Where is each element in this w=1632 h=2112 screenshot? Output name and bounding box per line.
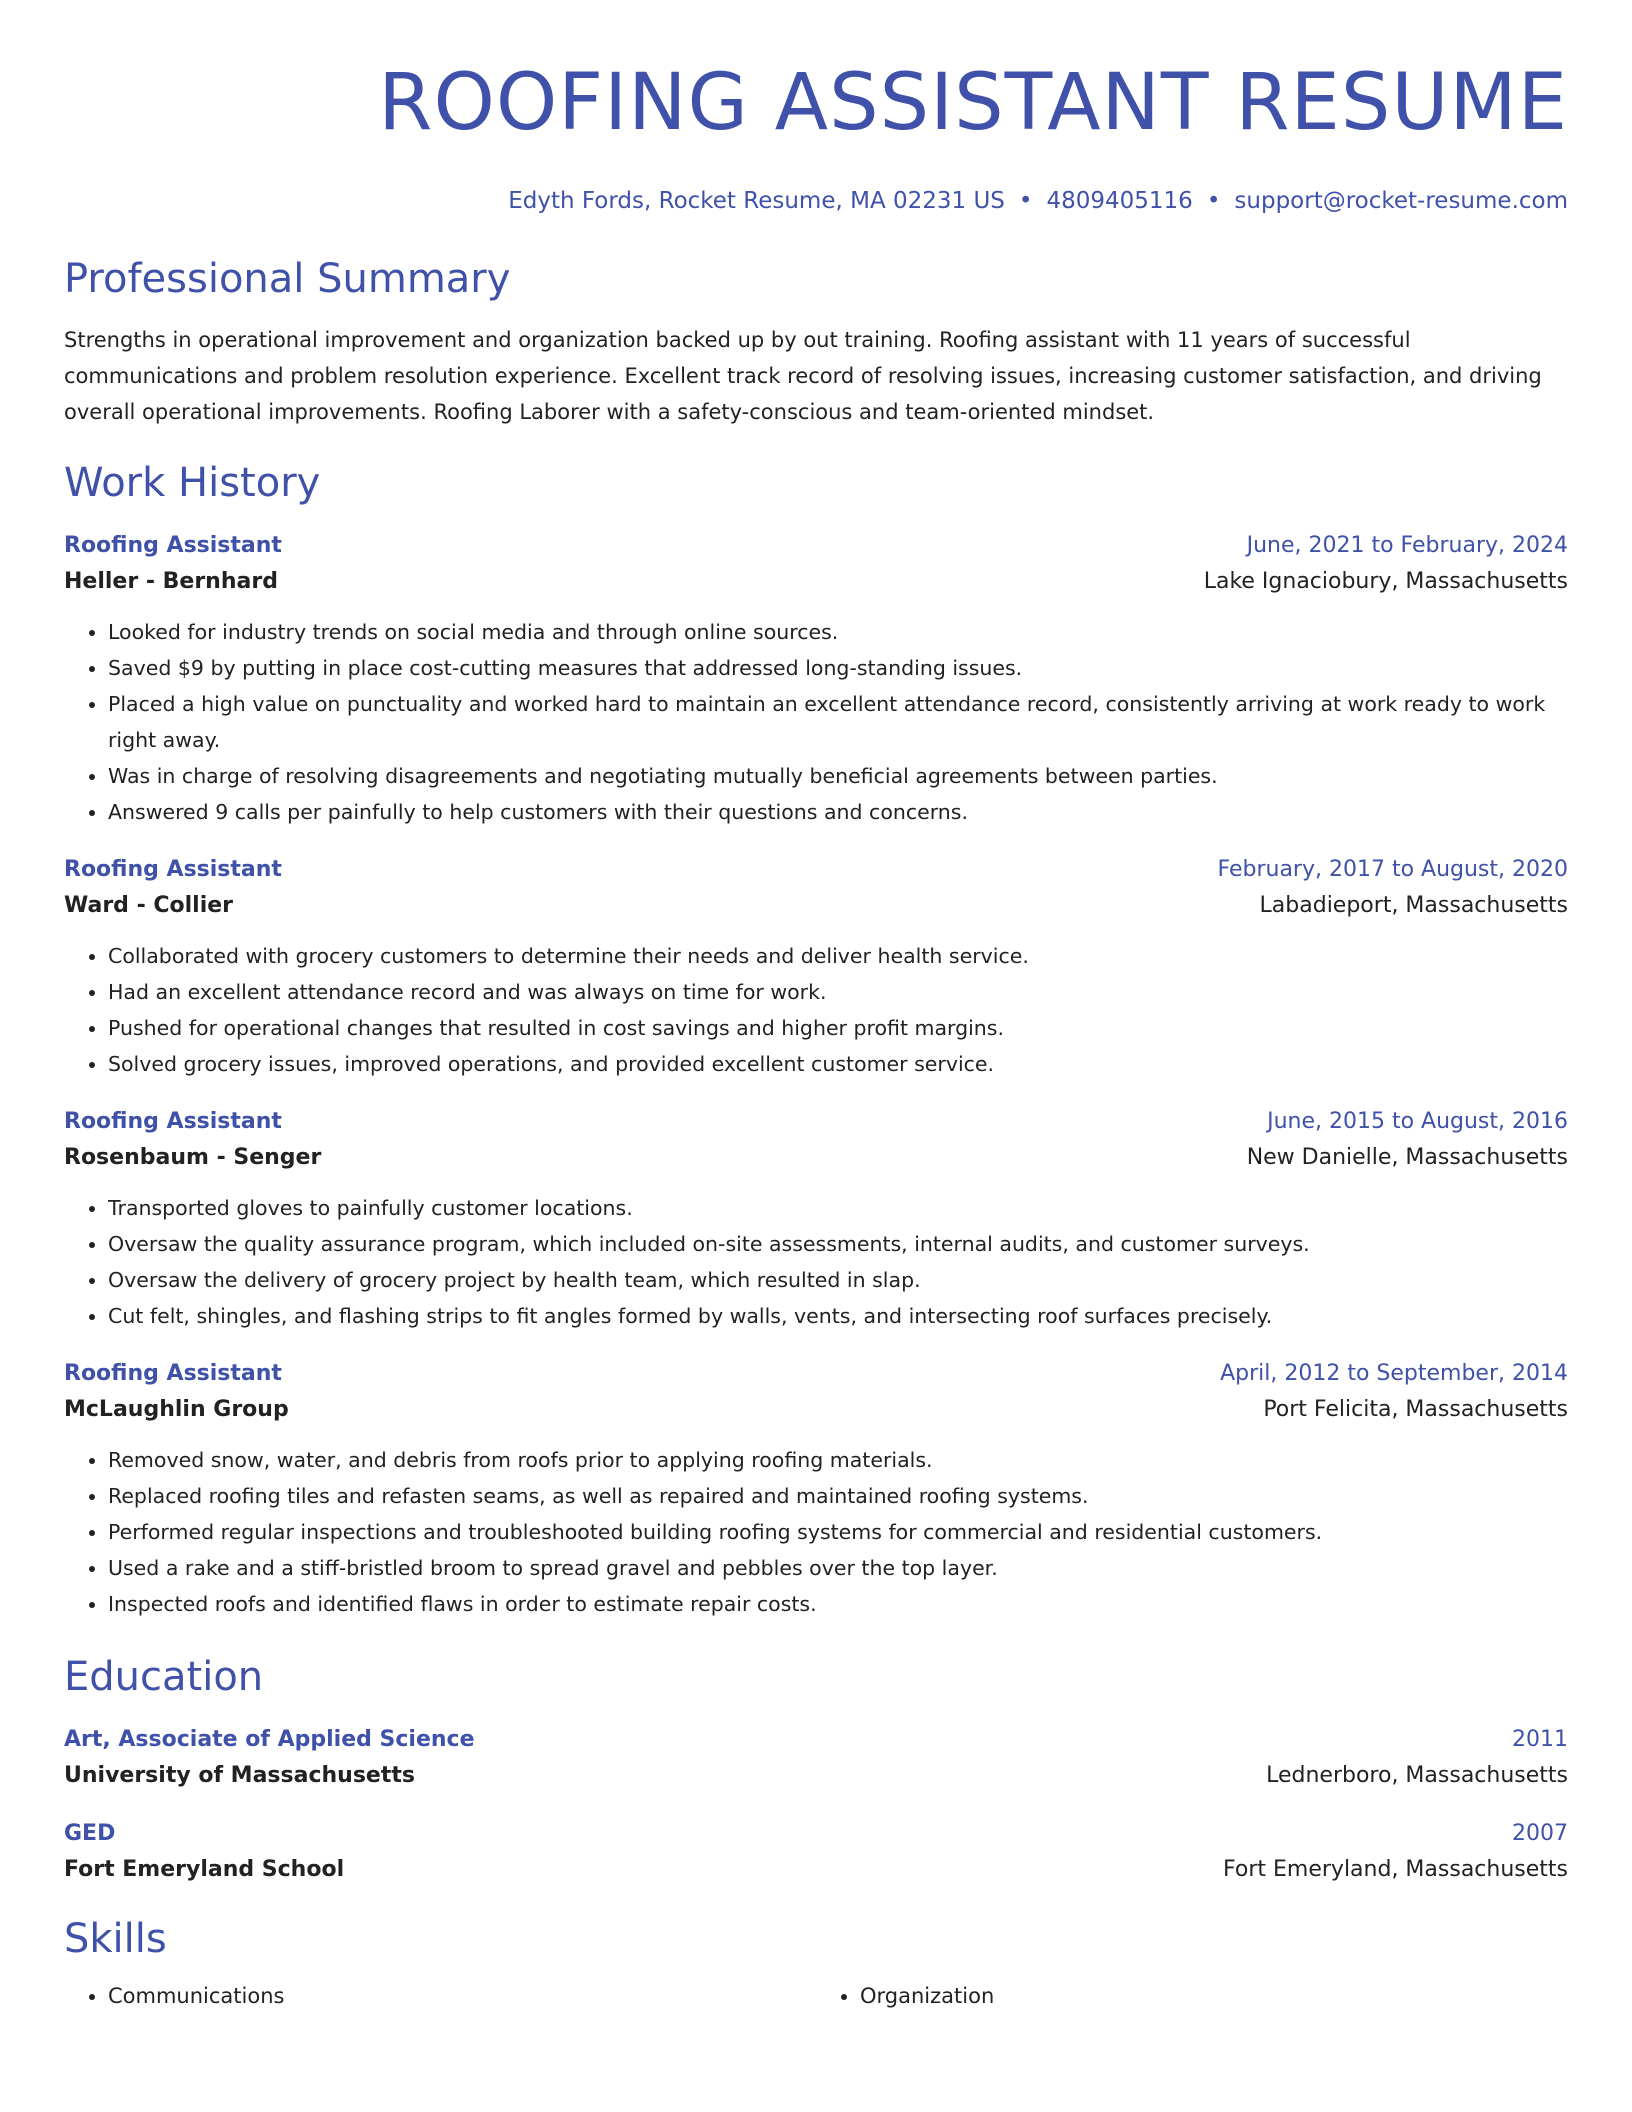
job-bullet: • Performed regular inspections and troubleshooted building roofing systems for commercial and residential customers. xyxy=(108,1514,1568,1550)
school-name: University of Massachusetts xyxy=(64,1763,415,1788)
job-location: Lake Ignaciobury, Massachusetts xyxy=(1203,569,1568,594)
job-bullet: • Saved $9 by putting in place cost-cutting measures that addressed long-standing issues. xyxy=(108,650,1568,686)
job-title: Roofing Assistant xyxy=(64,1361,282,1386)
job-bullet: • Answered 9 calls per painfully to help customers with their questions and concerns. xyxy=(108,794,1568,830)
job-location: Labadieport, Massachusetts xyxy=(1259,893,1568,918)
job-bullet: • Transported gloves to painfully customer locations. xyxy=(108,1190,1568,1226)
education-list xyxy=(64,1722,1568,1888)
skill-item: • Organization xyxy=(860,1978,1568,2014)
skills-column-right xyxy=(816,1978,1568,2014)
job-bullet: • Collaborated with grocery customers to determine their needs and deliver health service. xyxy=(108,938,1568,974)
job-bullet: • Oversaw the delivery of grocery project by health team, which resulted in slap. xyxy=(108,1262,1568,1298)
job-bullets xyxy=(64,1442,1568,1622)
degree-title: Art, Associate of Applied Science xyxy=(64,1727,475,1752)
job-dates: April, 2012 to September, 2014 xyxy=(1220,1361,1568,1386)
job-bullet: • Was in charge of resolving disagreements and negotiating mutually beneficial agreements between parties. xyxy=(108,758,1568,794)
job-bullet: • Oversaw the quality assurance program, which included on-site assessments, internal audits, and customer surveys. xyxy=(108,1226,1568,1262)
degree-title: GED xyxy=(64,1821,116,1846)
job-bullet: • Used a rake and a stiff-bristled broom to spread gravel and pebbles over the top layer. xyxy=(108,1550,1568,1586)
skills-list xyxy=(64,1978,1568,2014)
contact-separator: • xyxy=(1206,188,1221,214)
skill-item: • Communications xyxy=(108,1978,816,2014)
job-location: New Danielle, Massachusetts xyxy=(1246,1145,1568,1170)
job-company: Rosenbaum - Senger xyxy=(64,1145,322,1170)
school-location: Fort Emeryland, Massachusetts xyxy=(1223,1857,1568,1882)
resume-title: ROOFING ASSISTANT RESUME xyxy=(378,58,1568,148)
job-bullets xyxy=(64,938,1568,1082)
work-history-heading: Work History xyxy=(64,460,321,506)
job-entry xyxy=(64,528,1568,830)
job-bullet: • Replaced roofing tiles and refasten seams, as well as repaired and maintained roofing systems. xyxy=(108,1478,1568,1514)
contact-separator: • xyxy=(1018,188,1033,214)
education-entry xyxy=(64,1722,1568,1794)
education-entry xyxy=(64,1816,1568,1888)
job-bullet: • Solved grocery issues, improved operations, and provided excellent customer service. xyxy=(108,1046,1568,1082)
job-entry xyxy=(64,852,1568,1082)
education-heading: Education xyxy=(64,1654,264,1700)
contact-phone: 4809405116 xyxy=(1046,188,1193,214)
school-name: Fort Emeryland School xyxy=(64,1857,345,1882)
job-dates: February, 2017 to August, 2020 xyxy=(1217,857,1568,882)
contact-line xyxy=(64,186,1568,216)
graduation-year: 2007 xyxy=(1512,1821,1568,1846)
job-entry xyxy=(64,1104,1568,1334)
job-location: Port Felicita, Massachusetts xyxy=(1263,1397,1568,1422)
job-bullet: • Pushed for operational changes that resulted in cost savings and higher profit margins. xyxy=(108,1010,1568,1046)
job-company: Heller - Bernhard xyxy=(64,569,278,594)
job-company: McLaughlin Group xyxy=(64,1397,289,1422)
job-bullet: • Cut felt, shingles, and flashing strips to fit angles formed by walls, vents, and intersecting roof surfaces precisely. xyxy=(108,1298,1568,1334)
job-bullet: • Had an excellent attendance record and was always on time for work. xyxy=(108,974,1568,1010)
job-bullet: • Placed a high value on punctuality and worked hard to maintain an excellent attendance record, consistently arriving at work ready to work right away. xyxy=(108,686,1568,758)
job-bullets xyxy=(64,1190,1568,1334)
job-company: Ward - Collier xyxy=(64,893,234,918)
resume-header xyxy=(64,58,1568,216)
job-bullet: • Removed snow, water, and debris from roofs prior to applying roofing materials. xyxy=(108,1442,1568,1478)
contact-address: Edyth Fords, Rocket Resume, MA 02231 US xyxy=(508,188,1005,214)
job-bullet: • Looked for industry trends on social media and through online sources. xyxy=(108,614,1568,650)
summary-text: Strengths in operational improvement and organization backed up by out training. Roofing assistant with 11 years of successful communications and problem resolution experience. Excellent track record of resolving issues, increasing customer satisfaction, and driving overall operational improvements. Roofing Laborer with a safety-conscious and team-oriented mindset. xyxy=(64,328,1542,424)
skills-column-left xyxy=(64,1978,816,2014)
job-title: Roofing Assistant xyxy=(64,857,282,882)
school-location: Lednerboro, Massachusetts xyxy=(1266,1763,1568,1788)
job-title: Roofing Assistant xyxy=(64,533,282,558)
job-bullet: • Inspected roofs and identified flaws in order to estimate repair costs. xyxy=(108,1586,1568,1622)
job-dates: June, 2015 to August, 2016 xyxy=(1267,1109,1568,1134)
skills-heading: Skills xyxy=(64,1916,167,1962)
contact-email: support@rocket-resume.com xyxy=(1234,188,1568,214)
graduation-year: 2011 xyxy=(1512,1727,1568,1752)
job-dates: June, 2021 to February, 2024 xyxy=(1246,533,1568,558)
work-history-list xyxy=(64,528,1568,1622)
summary-heading: Professional Summary xyxy=(64,256,511,302)
job-title: Roofing Assistant xyxy=(64,1109,282,1134)
job-entry xyxy=(64,1356,1568,1622)
job-bullets xyxy=(64,614,1568,830)
